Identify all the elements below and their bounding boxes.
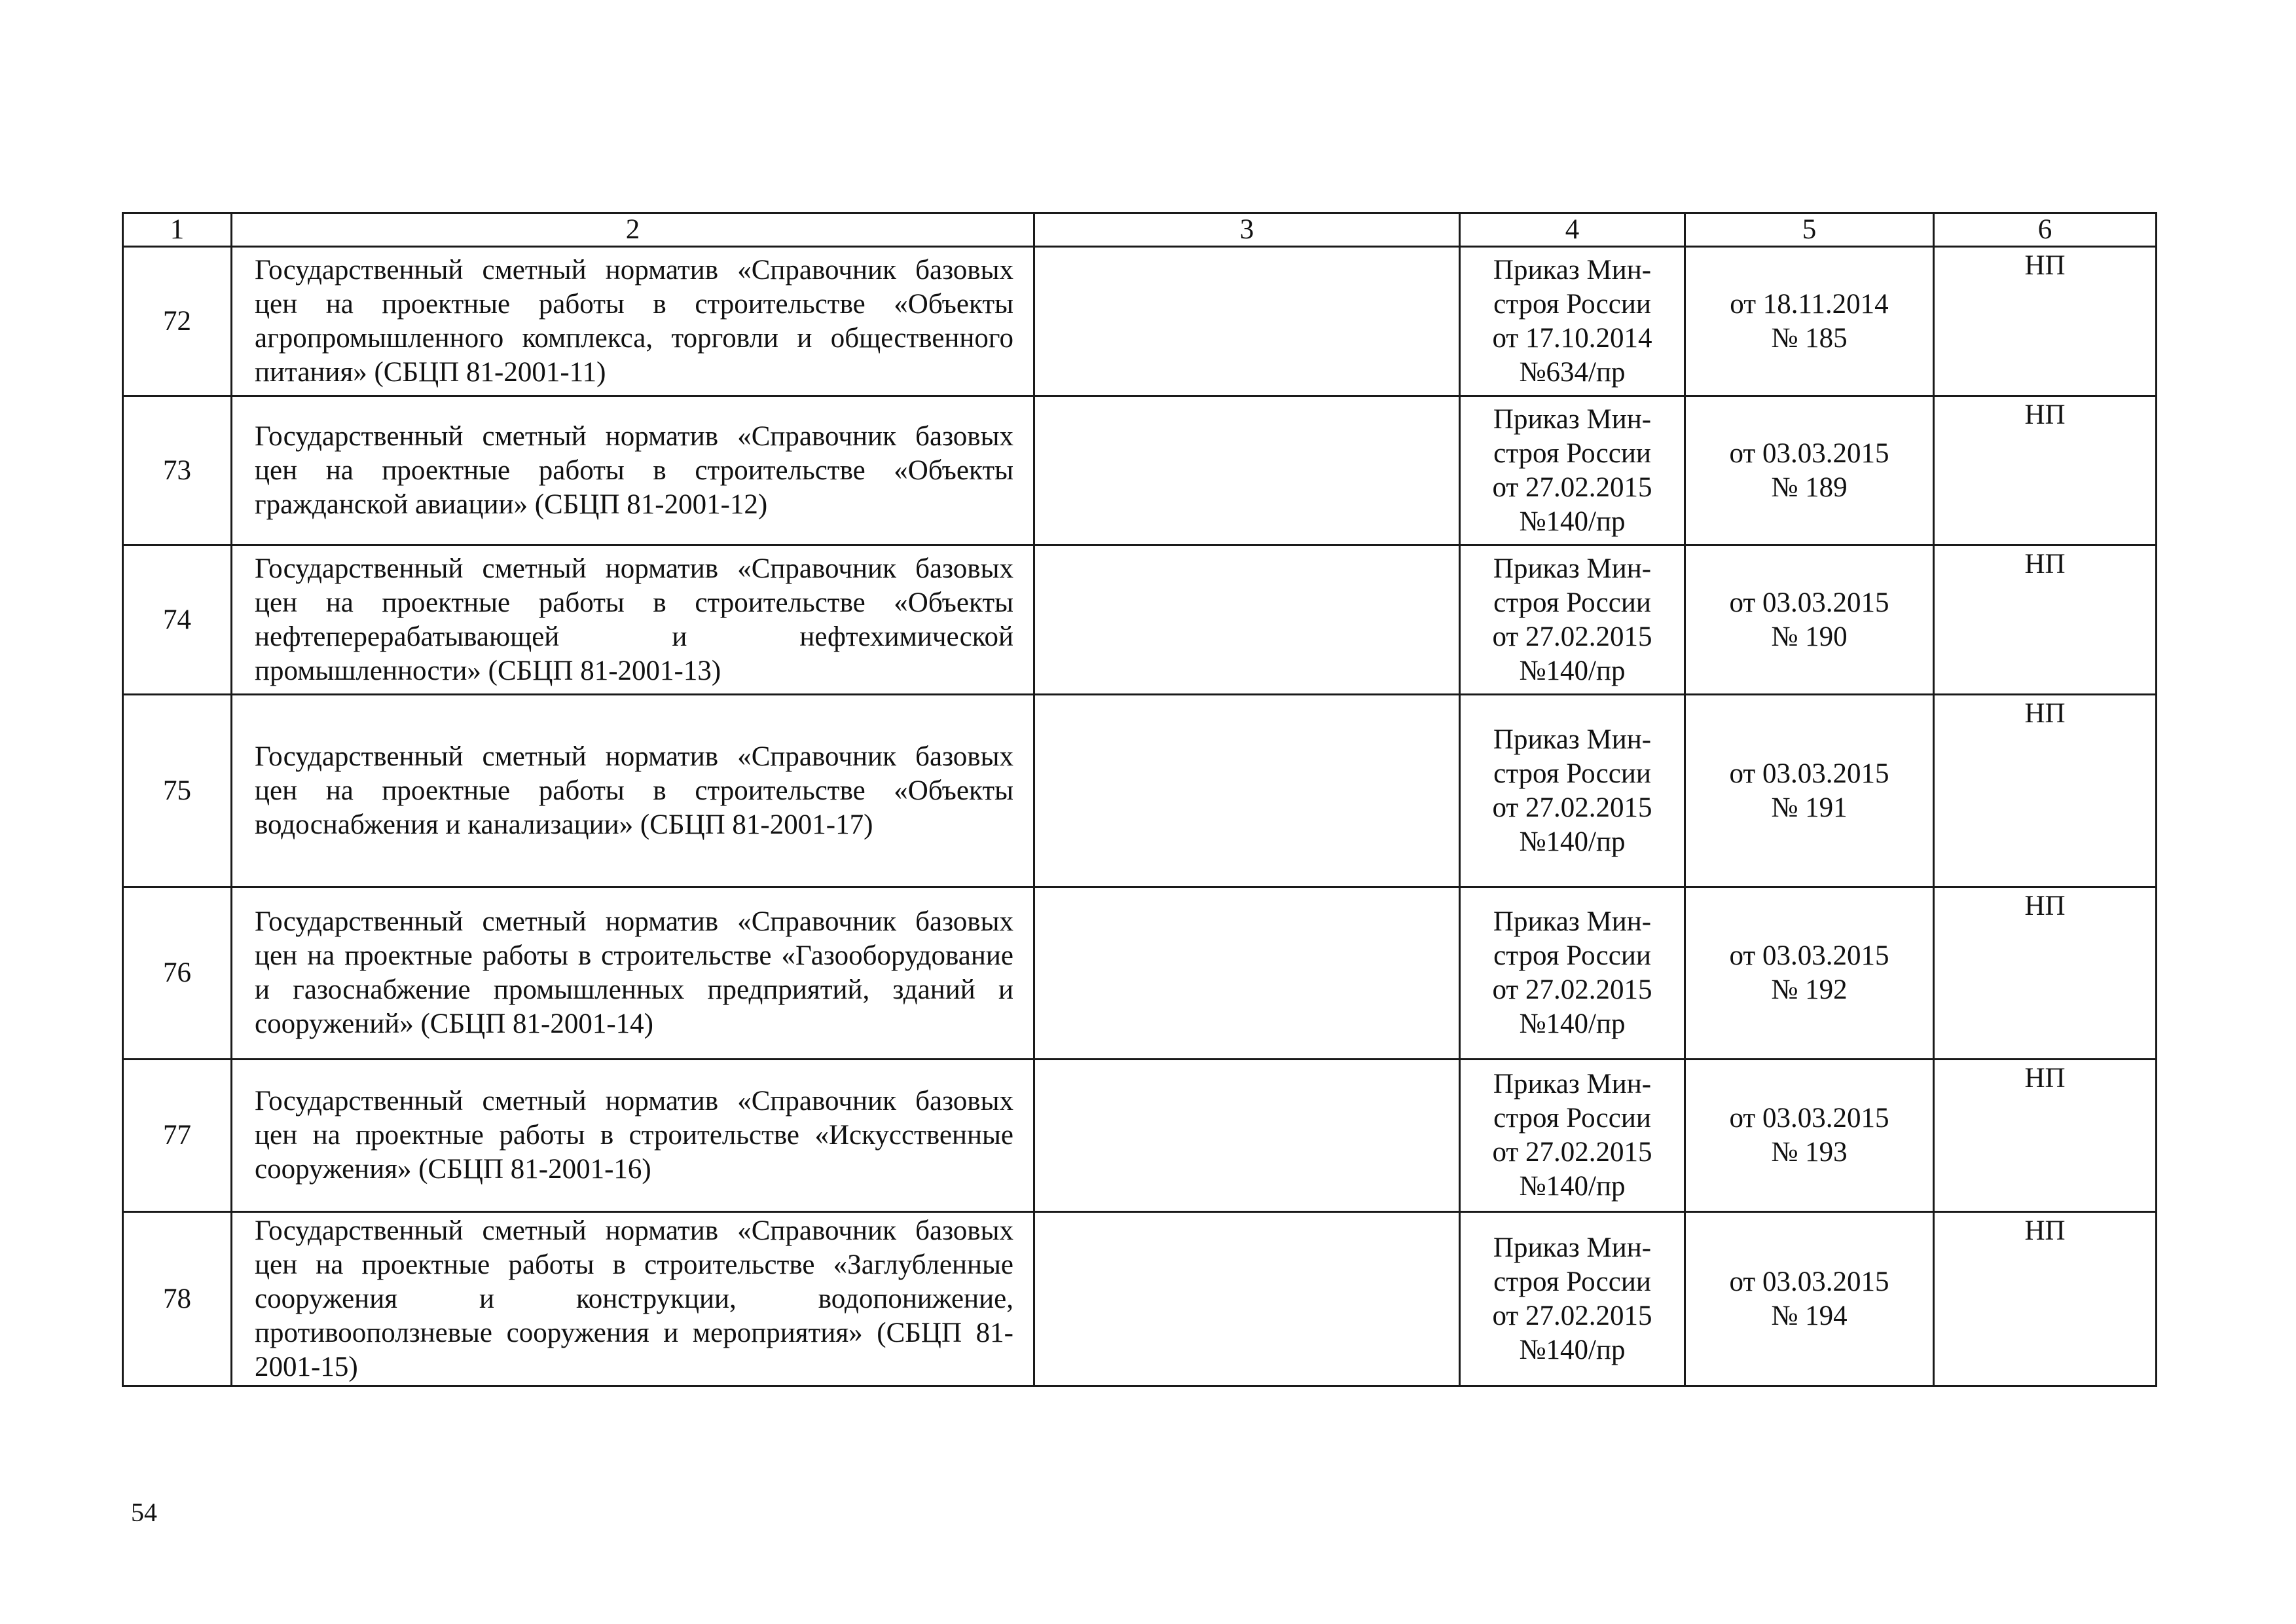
table-row [123,1060,2157,1212]
order-line: строя России [1493,288,1651,320]
registration [1685,545,1934,695]
row-number: 76 [123,887,232,1060]
order-line: Приказ Мин- [1493,906,1652,937]
approval-order [1460,545,1685,695]
registration-number: № 193 [1771,1137,1848,1168]
status-code: НП [1934,396,2157,545]
registration-number: № 194 [1771,1300,1848,1331]
order-line: №634/пр [1519,356,1626,388]
empty-cell [1034,1212,1460,1386]
approval-order [1460,247,1685,396]
normative-title: Государственный сметный норматив «Справочник базовых цен на проектные работы в строительстве «Заглубленные сооружения и конструкции, водопонижение, противооползневые сооружения и мероприятия» (СБЦП 81-2001-15) [232,1212,1034,1386]
order-line: №140/пр [1519,1334,1626,1365]
table-row [123,695,2157,887]
table-row [123,247,2157,396]
registration-number: № 192 [1771,974,1848,1005]
empty-cell [1034,247,1460,396]
row-number: 72 [123,247,232,396]
normative-title: Государственный сметный норматив «Справочник базовых цен на проектные работы в строительстве «Объекты агропромышленного комплекса, торговли и общественного питания» (СБЦП 81-2001-11) [232,247,1034,396]
empty-cell [1034,1060,1460,1212]
order-line: от 27.02.2015 [1492,471,1652,503]
row-number: 73 [123,396,232,545]
registration-date: от 03.03.2015 [1729,1266,1889,1297]
approval-order [1460,1212,1685,1386]
order-line: Приказ Мин- [1493,1232,1652,1263]
order-line: от 27.02.2015 [1492,792,1652,823]
approval-order [1460,396,1685,545]
table-row [123,545,2157,695]
registration-date: от 03.03.2015 [1729,437,1889,469]
column-header-4: 4 [1460,213,1685,247]
order-line: от 27.02.2015 [1492,1300,1652,1331]
status-code: НП [1934,247,2157,396]
normative-title: Государственный сметный норматив «Справочник базовых цен на проектные работы в строительстве «Объекты водоснабжения и канализации» (СБЦП 81-2001-17) [232,695,1034,887]
status-code: НП [1934,1212,2157,1386]
row-number: 75 [123,695,232,887]
order-line: Приказ Мин- [1493,403,1652,435]
column-header-2: 2 [232,213,1034,247]
status-code: НП [1934,1060,2157,1212]
normative-title: Государственный сметный норматив «Справочник базовых цен на проектные работы в строительстве «Объекты нефтеперерабатывающей и нефтехимической промышленности» (СБЦП 81-2001-13) [232,545,1034,695]
order-line: Приказ Мин- [1493,724,1652,755]
order-line: №140/пр [1519,655,1626,686]
table-row [123,1212,2157,1386]
column-header-5: 5 [1685,213,1934,247]
empty-cell [1034,396,1460,545]
registration-date: от 03.03.2015 [1729,758,1889,789]
column-header-1: 1 [123,213,232,247]
row-number: 74 [123,545,232,695]
status-code: НП [1934,695,2157,887]
normative-title: Государственный сметный норматив «Справочник базовых цен на проектные работы в строительстве «Газооборудование и газоснабжение промышленных предприятий, зданий и сооружений» (СБЦП 81-2001-14) [232,887,1034,1060]
order-line: от 17.10.2014 [1492,322,1652,354]
normative-register-table [122,212,2157,1387]
normative-title: Государственный сметный норматив «Справочник базовых цен на проектные работы в строительстве «Искусственные сооружения» (СБЦП 81-2001-16) [232,1060,1034,1212]
registration-date: от 03.03.2015 [1729,587,1889,618]
registration-number: № 191 [1771,792,1848,823]
empty-cell [1034,545,1460,695]
approval-order [1460,1060,1685,1212]
registration [1685,396,1934,545]
empty-cell [1034,887,1460,1060]
column-number-header-row [123,213,2157,247]
order-line: Приказ Мин- [1493,254,1652,286]
approval-order [1460,695,1685,887]
approval-order [1460,887,1685,1060]
order-line: Приказ Мин- [1493,1069,1652,1099]
status-code: НП [1934,545,2157,695]
row-number: 77 [123,1060,232,1212]
registration [1685,887,1934,1060]
registration-date: от 03.03.2015 [1729,940,1889,971]
order-line: строя России [1493,437,1651,469]
registration [1685,247,1934,396]
order-line: №140/пр [1519,506,1626,537]
status-code: НП [1934,887,2157,1060]
order-line: от 27.02.2015 [1492,621,1652,652]
registration-number: № 190 [1771,621,1848,652]
column-header-3: 3 [1034,213,1460,247]
registration [1685,695,1934,887]
registration-number: № 185 [1771,322,1848,354]
column-header-6: 6 [1934,213,2157,247]
table-row [123,396,2157,545]
empty-cell [1034,695,1460,887]
page-number: 54 [131,1498,157,1527]
registration [1685,1060,1934,1212]
order-line: строя России [1493,1103,1651,1134]
order-line: №140/пр [1519,1008,1626,1039]
order-line: от 27.02.2015 [1492,974,1652,1005]
table-row [123,887,2157,1060]
registration [1685,1212,1934,1386]
registration-date: от 18.11.2014 [1730,288,1889,320]
order-line: строя России [1493,587,1651,618]
order-line: от 27.02.2015 [1492,1137,1652,1168]
order-line: Приказ Мин- [1493,553,1652,584]
order-line: строя России [1493,758,1651,789]
order-line: строя России [1493,940,1651,971]
order-line: №140/пр [1519,1171,1626,1202]
registration-number: № 189 [1771,471,1848,503]
order-line: №140/пр [1519,826,1626,857]
registration-date: от 03.03.2015 [1729,1103,1889,1134]
normative-title: Государственный сметный норматив «Справочник базовых цен на проектные работы в строительстве «Объекты гражданской авиации» (СБЦП 81-2001-12) [232,396,1034,545]
order-line: строя России [1493,1266,1651,1297]
row-number: 78 [123,1212,232,1386]
